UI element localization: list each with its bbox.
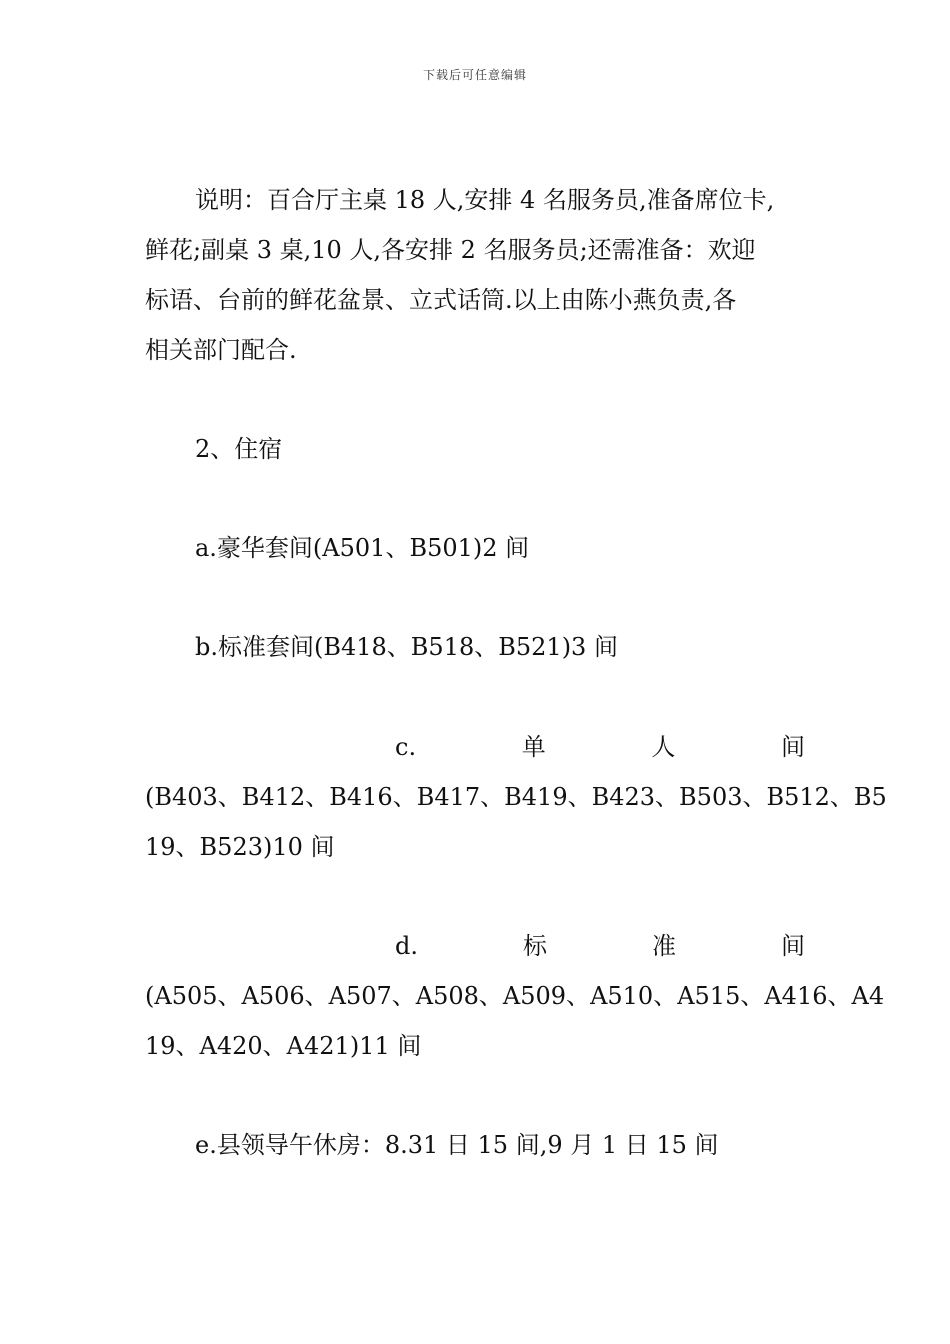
page-header: 下载后可任意编辑 (422, 68, 527, 82)
section-title: 2、住宿 (195, 435, 283, 463)
item-d (145, 921, 885, 1071)
item-e: e.县领导午休房：8.31 日 15 间,9 月 1 日 15 间 (195, 1131, 719, 1159)
explanation-paragraph (145, 175, 805, 375)
explanation-line-1: 说明：百合厅主桌 18 人,安排 4 名服务员,准备席位卡, (195, 186, 775, 214)
explanation-line-3: 标语、台前的鲜花盆景、立式话筒.以上由陈小燕负责,各 (145, 286, 737, 314)
item-b: b.标准套间(B418、B518、B521)3 间 (195, 633, 618, 661)
item-c (145, 722, 887, 872)
item-d-head-4: 间 (781, 932, 805, 960)
item-c-heading (145, 722, 805, 772)
item-a: a.豪华套间(A501、B501)2 间 (195, 534, 530, 562)
item-d-line-2: 19、A420、A421)11 间 (145, 1032, 422, 1060)
explanation-line-2: 鲜花;副桌 3 桌,10 人,各安排 2 名服务员;还需准备：欢迎 (145, 236, 756, 264)
item-c-head-2: 单 (521, 733, 546, 761)
item-d-heading (145, 921, 805, 971)
item-c-head-4: 间 (781, 733, 805, 761)
item-d-head-3: 准 (652, 932, 676, 960)
item-d-line-1: (A505、A506、A507、A508、A509、A510、A515、A416、A4 (145, 982, 885, 1010)
item-c-head-1: c. (395, 733, 417, 761)
item-c-head-3: 人 (651, 733, 676, 761)
explanation-line-4: 相关部门配合. (145, 336, 297, 364)
item-d-head-2: 标 (523, 932, 547, 960)
item-d-head-1: d. (395, 932, 418, 960)
item-c-line-2: 19、B523)10 间 (145, 833, 335, 861)
item-c-line-1: (B403、B412、B416、B417、B419、B423、B503、B512、B5 (145, 783, 887, 811)
